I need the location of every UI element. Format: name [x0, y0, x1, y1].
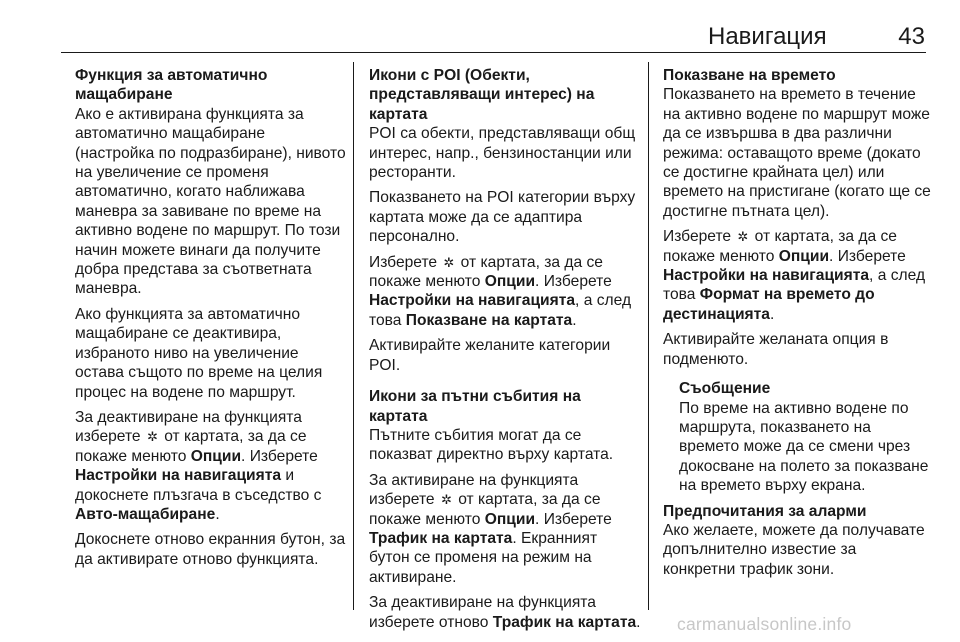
text-run: .	[769, 305, 775, 323]
text-run: . Екранният бутон се променя на режим на активиране.	[369, 529, 598, 586]
section-heading: Предпочитания за аларми	[663, 502, 867, 520]
paragraph: Активирайте желаната опция в подменюто.	[663, 331, 889, 368]
section-heading: Функция за автоматично мащабиране	[75, 67, 268, 104]
menu-label: Настройки на навигацията	[75, 467, 282, 485]
menu-label: Опции	[484, 273, 536, 291]
text-run: .	[636, 613, 641, 631]
note-heading: Съобщение	[679, 380, 771, 398]
paragraph: Активирайте желаните категории POI.	[369, 337, 611, 374]
text-run: За деактивиране на функцията изберете	[75, 408, 302, 446]
paragraph	[369, 471, 641, 587]
text-run: Изберете	[369, 253, 438, 271]
header-rule	[61, 52, 926, 53]
text-run: . Изберете	[241, 447, 318, 465]
section-heading: Показване на времето	[663, 67, 836, 84]
text-run: от картата, за да се покаже менюто	[663, 228, 897, 265]
text-run: от картата, за да се покаже менюто	[369, 491, 601, 528]
gear-icon: ✲	[146, 429, 158, 445]
gear-icon: ✲	[737, 229, 749, 245]
text-column-2	[369, 66, 641, 638]
paragraph: Ако е активирана функцията за автоматично мащабиране (настройка по подразбиране), нивото на увеличение се променя автоматично, когато наближава маневра за завиване по време на активно водене по маршрут. По този начин можете винаги да получите добра представа за съответната маневра.	[75, 105, 346, 298]
menu-label: Формат на времето до дестинацията	[663, 286, 875, 323]
menu-label: Трафик на картата	[492, 613, 637, 631]
text-run: от картата, за да се покаже менюто	[75, 428, 307, 465]
paragraph: Пътните събития могат да се показват директно върху картата.	[369, 426, 614, 464]
column-divider	[353, 62, 354, 610]
paragraph: Ако желаете, можете да получавате допълнително известие за конкретни трафик зони.	[663, 521, 925, 578]
paragraph: Показването на времето в течение на активно водене по маршрут може да се извършва в два различни режима: оставащото време (докато се достигне крайната цел) или времето на пристигане (когато ще се достигне пътната цел).	[663, 86, 931, 220]
column-divider	[648, 62, 649, 610]
text-run: .	[215, 505, 220, 523]
text-column-3	[663, 66, 933, 585]
paragraph	[75, 408, 347, 524]
paragraph: Докоснете отново екранния бутон, за да активирате отново функцията.	[75, 531, 346, 568]
menu-label: Опции	[190, 447, 242, 465]
section-heading: Икони с POI (Обекти, представляващи интерес) на картата	[369, 67, 595, 123]
text-run: За деактивиране на функцията изберете отново	[369, 594, 596, 631]
page-header-title: Навигация	[708, 23, 827, 50]
paragraph: Ако функцията за автоматично мащабиране се деактивира, избраното ниво на увеличение остава същото по време на целия процес на водене по маршрут.	[75, 305, 323, 401]
gear-icon: ✲	[440, 492, 452, 508]
paragraph: Показването на POI категории върху картата може да се адаптира персонално.	[369, 189, 636, 246]
text-run: Изберете	[663, 228, 732, 246]
watermark: carmanualsonline.info	[677, 614, 852, 634]
text-run: , а след това	[369, 292, 632, 329]
menu-label: Показване на картата	[405, 311, 573, 329]
text-run: . Изберете	[829, 247, 906, 265]
note-text: По време на активно водене по маршрута, показването на времето може да се смени чрез докосване на полето за показване на времето върху екрана.	[679, 399, 929, 495]
menu-label: Настройки на навигацията	[663, 267, 870, 285]
paragraph	[369, 253, 641, 331]
text-run: . Изберете	[535, 273, 612, 291]
text-run: .	[572, 311, 577, 329]
text-run: и докоснете плъзгача в съседство с	[75, 467, 322, 504]
text-column-1	[75, 66, 347, 575]
section-heading: Икони за пътни събития на картата	[369, 388, 581, 425]
text-run: , а след това	[663, 267, 926, 304]
menu-label: Настройки на навигацията	[369, 292, 576, 310]
paragraph	[663, 227, 933, 324]
paragraph	[369, 593, 641, 632]
menu-label: Опции	[778, 247, 830, 265]
menu-label: Трафик на картата	[369, 529, 513, 547]
gear-icon: ✲	[443, 254, 455, 270]
text-run: . Изберете	[535, 510, 612, 528]
text-run: За активиране на функцията изберете	[369, 471, 579, 509]
text-run: от картата, за да се покаже менюто	[369, 253, 603, 291]
paragraph: POI са обекти, представляващи общ интерес, напр., бензиностанции или ресторанти.	[369, 125, 636, 182]
menu-label: Опции	[484, 510, 536, 528]
menu-label: Авто-мащабиране	[75, 505, 216, 523]
page-number: 43	[898, 23, 925, 50]
